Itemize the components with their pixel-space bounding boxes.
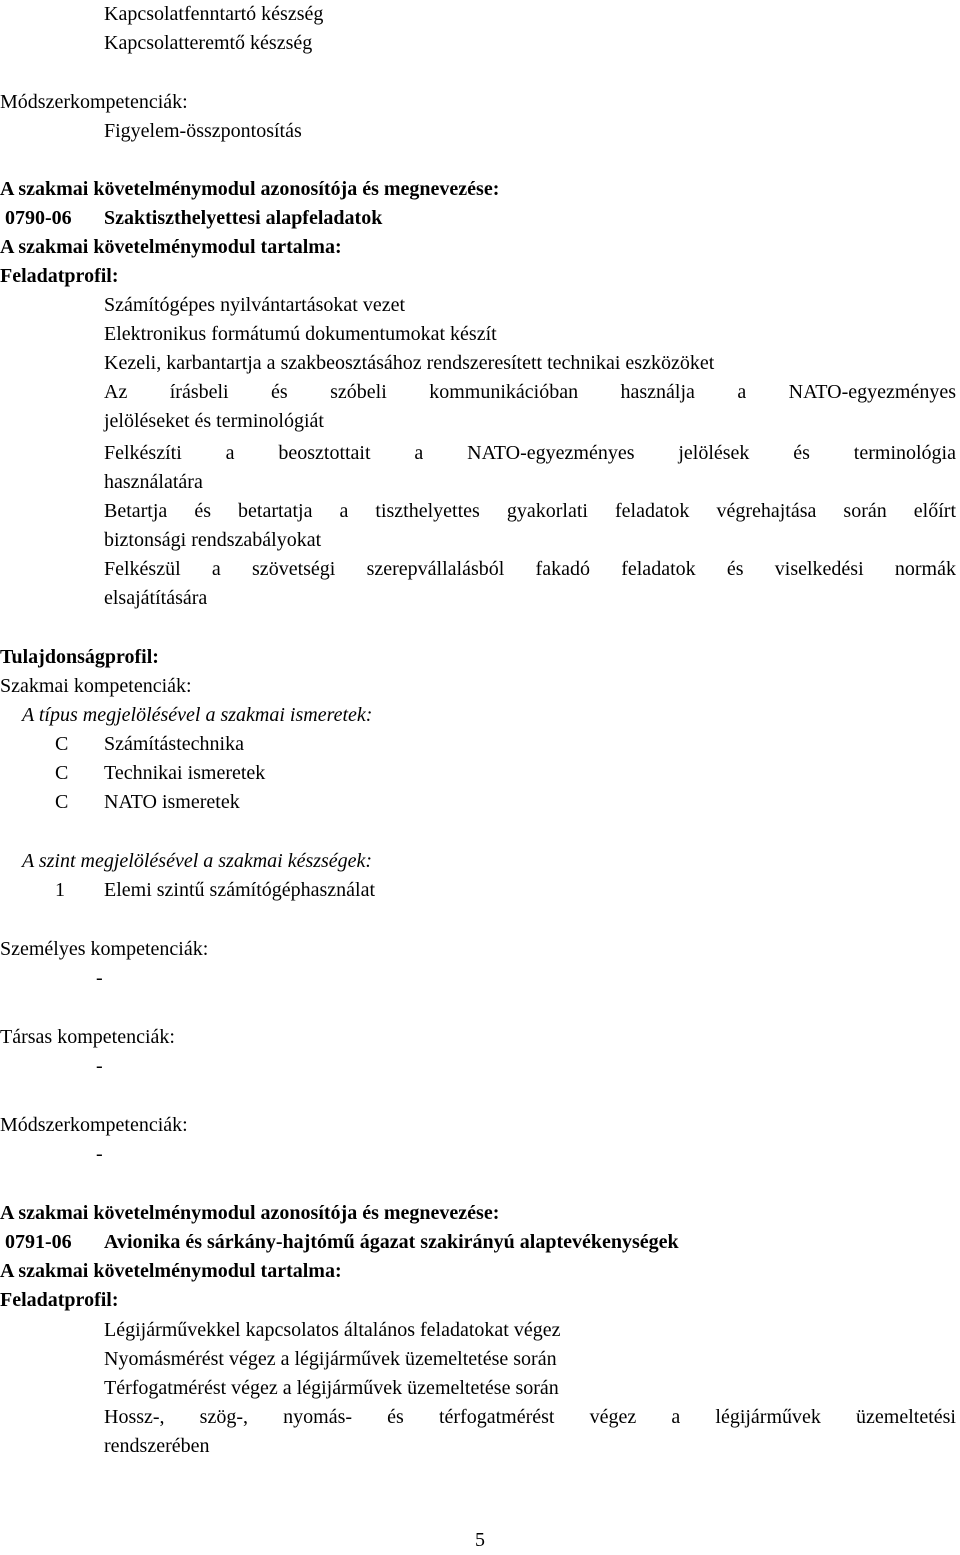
knowledge-text: NATO ismeretek — [104, 791, 240, 813]
module-content-label: A szakmai követelménymodul tartalma: — [0, 1260, 342, 1282]
task-item: Elektronikus formátumú dokumentumokat készít — [104, 323, 497, 345]
method-comp-value: - — [96, 1143, 103, 1165]
social-comp-label: Társas kompetenciák: — [0, 1026, 175, 1048]
social-comp-value: - — [96, 1055, 103, 1077]
knowledge-text: Technikai ismeretek — [104, 762, 266, 784]
task-item: Nyomásmérést végez a légijárművek üzemeltetése során — [104, 1348, 557, 1370]
professional-comp-label: Szakmai kompetenciák: — [0, 675, 192, 697]
task-item: Hossz-, szög-, nyomás- és térfogatmérést végez a légijárművek üzemeltetési — [104, 1406, 956, 1428]
knowledge-type: C — [55, 733, 69, 755]
personal-comp-label: Személyes kompetenciák: — [0, 938, 209, 960]
module-content-label: A szakmai követelménymodul tartalma: — [0, 236, 342, 258]
level-skills-label: A szint megjelölésével a szakmai készségek: — [22, 850, 373, 872]
module-code-number: 0791-06 — [5, 1231, 72, 1253]
module-id-label: A szakmai követelménymodul azonosítója és megnevezése: — [0, 1202, 500, 1224]
module-code — [5, 204, 383, 233]
task-item: Térfogatmérést végez a légijárművek üzemeltetése során — [104, 1377, 559, 1399]
header-line-2: Kapcsolatteremtő készség — [104, 32, 313, 54]
task-item: Számítógépes nyilvántartásokat vezet — [104, 294, 406, 316]
task-item: Kezeli, karbantartja a szakbeosztásához rendszeresített technikai eszközöket — [104, 352, 715, 374]
task-item-cont: biztonsági rendszabályokat — [104, 529, 322, 551]
task-item: Betartja és betartatja a tiszthelyettes gyakorlati feladatok végrehajtása során előírt — [104, 500, 956, 522]
task-item-cont: használatára — [104, 471, 203, 493]
page-number: 5 — [475, 1529, 485, 1551]
knowledge-type: C — [55, 791, 69, 813]
skill-level: 1 — [55, 879, 65, 901]
task-item: Felkészíti a beosztottait a NATO-egyezményes jelölések és terminológia — [104, 442, 956, 464]
module-name: Avionika és sárkány-hajtómű ágazat szakirányú alaptevékenységek — [104, 1231, 679, 1253]
skill-text: Elemi szintű számítógéphasználat — [104, 879, 376, 901]
method-comp-label-1: Módszerkompetenciák: — [0, 91, 188, 113]
personal-comp-value: - — [96, 967, 103, 989]
type-knowledge-label: A típus megjelölésével a szakmai ismeretek: — [22, 704, 373, 726]
header-line-1: Kapcsolatfenntartó készség — [104, 3, 324, 25]
task-item: Az írásbeli és szóbeli kommunikációban használja a NATO-egyezményes — [104, 381, 956, 403]
module-name: Szaktiszthelyettesi alapfeladatok — [104, 207, 383, 229]
task-item-cont: rendszerében — [104, 1435, 210, 1457]
task-profile-label: Feladatprofil: — [0, 265, 119, 287]
module-id-label: A szakmai követelménymodul azonosítója és megnevezése: — [0, 178, 500, 200]
method-comp-item-1: Figyelem-összpontosítás — [104, 120, 302, 142]
task-item: Légijárművekkel kapcsolatos általános feladatokat végez — [104, 1319, 561, 1341]
trait-profile-label: Tulajdonságprofil: — [0, 646, 159, 668]
task-item: Felkészül a szövetségi szerepvállalásból fakadó feladatok és viselkedési normák — [104, 558, 956, 580]
module-code — [5, 1228, 679, 1257]
module-code-number: 0790-06 — [5, 207, 72, 229]
task-item-cont: elsajátítására — [104, 587, 208, 609]
task-profile-label: Feladatprofil: — [0, 1289, 119, 1311]
knowledge-type: C — [55, 762, 69, 784]
task-item-cont: jelöléseket és terminológiát — [104, 410, 324, 432]
method-comp-label: Módszerkompetenciák: — [0, 1114, 188, 1136]
knowledge-text: Számítástechnika — [104, 733, 244, 755]
